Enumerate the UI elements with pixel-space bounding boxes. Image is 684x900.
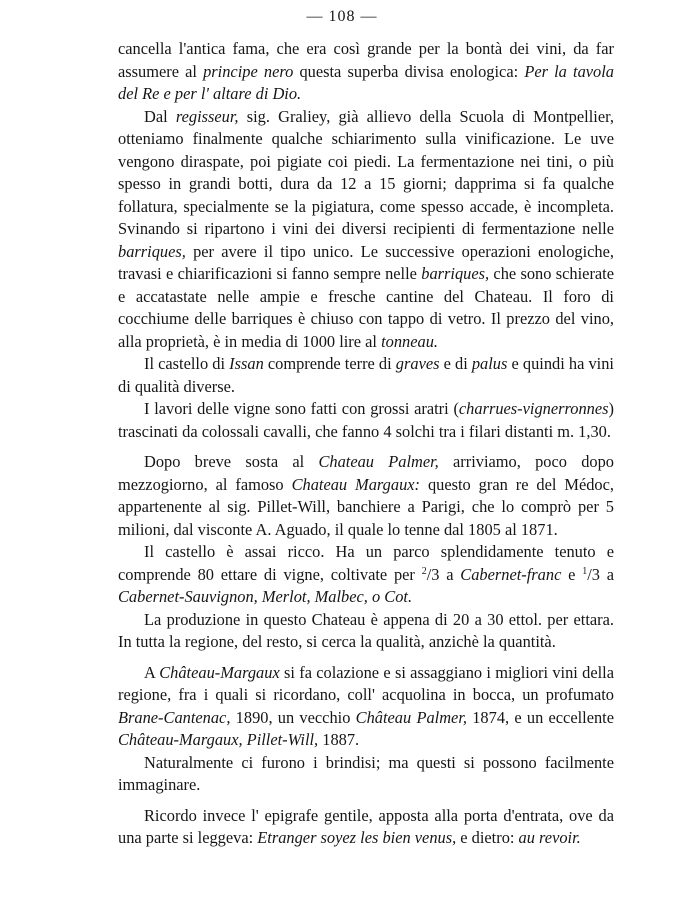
body-text bbox=[118, 38, 614, 850]
paragraph-4: I lavori delle vigne sono fatti con grossi aratri (charrues-vignerronnes) trascinati da colossali cavalli, che fanno 4 solchi tra i filari distanti m. 1,30. bbox=[118, 399, 614, 441]
paragraph-5: Dopo breve sosta al Chateau Palmer, arriviamo, poco dopo mezzogiorno, al famoso Chateau Margaux: questo gran re del Médoc, appartenente al sig. Pillet-Will, banchiere a Parigi, che lo comprò per 5 milioni, dal visconte A. Aguado, il quale lo tenne dal 1805 al 1871. bbox=[118, 452, 614, 539]
paragraph-1: cancella l'antica fama, che era così grande per la bontà dei vini, da far assumere al principe nero questa superba divisa enologica: Per la tavola del Re e per l' altare di Dio. bbox=[118, 39, 614, 103]
paragraph-10: Ricordo invece l' epigrafe gentile, apposta alla porta d'entrata, ove da una parte si leggeva: Etranger soyez les bien venus, e dietro: au revoir. bbox=[118, 805, 614, 847]
paragraph-3: Il castello di Issan comprende terre di graves e di palus e quindi ha vini di qualità diverse. bbox=[118, 354, 614, 396]
paragraph-8: A Château-Margaux si fa colazione e si assaggiano i migliori vini della regione, fra i quali si ricordano, coll' acquolina in bocca, un profumato Brane-Cantenac, 1890, un vecchio Château Palmer, 1874, e un eccellente Château-Margaux, Pillet-Will, 1887. bbox=[118, 662, 615, 749]
paragraph-7: La produzione in questo Chateau è appena di 20 a 30 ettol. per ettara. In tutta la regione, del resto, si cerca la qualità, anzichè la quantità. bbox=[118, 609, 614, 651]
paragraph-2: Dal regisseur, sig. Graliey, già allievo della Scuola di Montpellier, otteniamo finalmente qualche schiarimento sulla vinificazione. Le uve vengono diraspate, poi pigiate coi piedi. La fermentazione nei tini, o più spesso in grandi botti, dura da 12 a 15 giorni; dapprima si fa qualche follatura, specialmente se la pigiatura, come spesso accade, è incompleta. Svinando si ripartono i vini dei diversi recipienti di fermentazione nelle barriques, per avere il tipo unico. Le successive operazioni enologiche, travasi e chiarificazioni si fanno sempre nelle barriques, che sono schierate e accatastate nelle ampie e fresche cantine del Chateau. Il foro di cocchiume delle barriques è chiuso con tappo di vetro. Il prezzo del vino, alla proprietà, è in media di 1000 lire al tonneau. bbox=[118, 106, 615, 351]
page-number: — 108 — bbox=[306, 8, 378, 25]
paragraph-9: Naturalmente ci furono i brindisi; ma questi si possono facilmente immaginare. bbox=[118, 752, 614, 794]
paragraph-6: Il castello è assai ricco. Ha un parco splendidamente tenuto e comprende 80 ettare di vigne, coltivate per $^2$/3 a Cabernet-franc e $^1$/3 a Cabernet-Sauvignon, Merlot, Malbec, o Cot. bbox=[118, 542, 614, 606]
